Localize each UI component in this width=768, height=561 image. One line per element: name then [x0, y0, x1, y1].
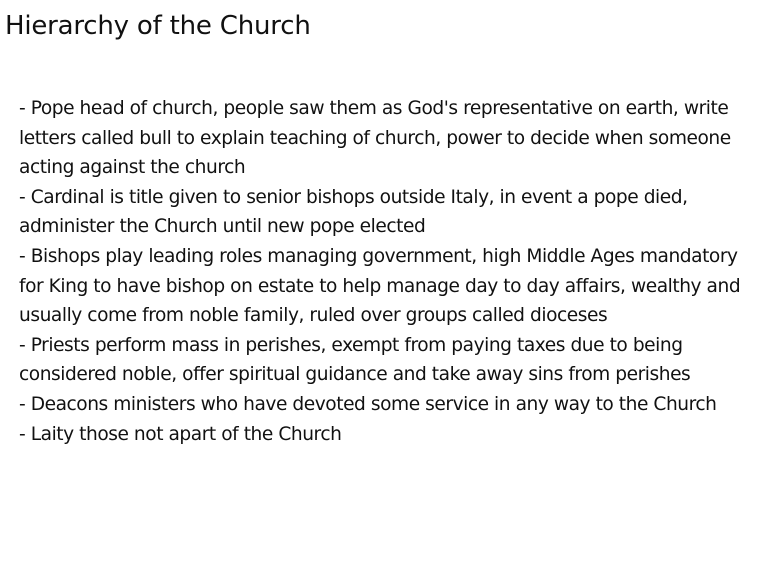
bullet-laity: - Laity those not apart of the Church — [19, 423, 342, 445]
bullet-pope: - Pope head of church, people saw them as God's representative on earth, write letters called bull to explain teaching of church, power to decide when someone acting against the church — [19, 98, 731, 179]
bullet-priests: - Priests perform mass in perishes, exempt from paying taxes due to being considered noble, offer spiritual guidance and take away sins from perishes — [19, 334, 691, 386]
bullet-deacons: - Deacons ministers who have devoted some service in any way to the Church — [19, 393, 717, 415]
bullet-list — [19, 94, 755, 449]
bullet-bishops: - Bishops play leading roles managing government, high Middle Ages mandatory for King to have bishop on estate to help manage day to day affairs, wealthy and usually come from noble family, ruled over groups called dioceses — [19, 245, 741, 327]
slide-title: Hierarchy of the Church — [5, 11, 311, 41]
bullet-cardinal: - Cardinal is title given to senior bishops outside Italy, in event a pope died, administer the Church until new pope elected — [19, 186, 688, 238]
